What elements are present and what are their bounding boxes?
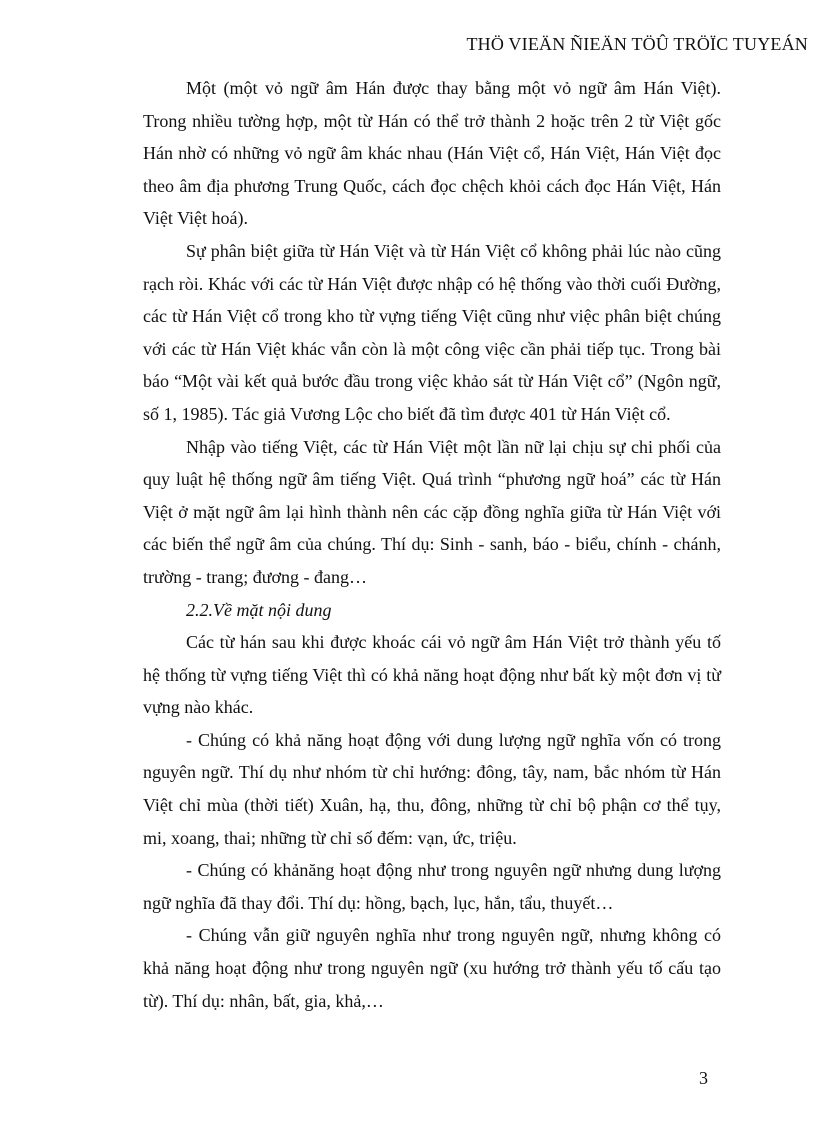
paragraph: Các từ hán sau khi được khoác cái vỏ ngữ âm Hán Việt trở thành yếu tố hệ thống từ vựng tiếng Việt thì có khả năng hoạt động như bất kỳ một đơn vị từ vựng nào khác. bbox=[143, 632, 721, 718]
paragraph: Nhập vào tiếng Việt, các từ Hán Việt một lần nữ lại chịu sự chi phối của quy luật hệ thống ngữ âm tiếng Việt. Quá trình “phương ngữ hoá” các từ Hán Việt ở mặt ngữ âm lại hình thành nên các cặp đồng nghĩa giữa từ Hán Việt với các biến thể ngữ âm của chúng. Thí dụ: Sinh - sanh, báo - biểu, chính - chánh, trường - trang; đương - đang… bbox=[143, 436, 721, 587]
paragraph: - Chúng có khảnăng hoạt động như trong nguyên ngữ nhưng dung lượng ngữ nghĩa đã thay đổi. Thí dụ: hồng, bạch, lục, hắn, tẩu, thuyết… bbox=[143, 860, 721, 913]
running-header: THÖ VIEÄN ÑIEÄN TÖÛ TRÖÏC TUYEÁN bbox=[466, 34, 808, 54]
section-heading: 2.2.Về mặt nội dung bbox=[186, 599, 332, 620]
body-text bbox=[143, 72, 721, 1017]
page-number: 3 bbox=[699, 1068, 708, 1088]
paragraph: Một (một vỏ ngữ âm Hán được thay bằng một vỏ ngữ âm Hán Việt). Trong nhiều tường hợp, một từ Hán có thể trở thành 2 hoặc trên 2 từ Việt gốc Hán nhờ có những vỏ ngữ âm khác nhau (Hán Việt cổ, Hán Việt, Hán Việt đọc theo âm địa phương Trung Quốc, cách đọc chệch khỏi cách đọc Hán Việt, Hán Việt Việt hoá). bbox=[143, 78, 721, 229]
paragraph: - Chúng có khả năng hoạt động với dung lượng ngữ nghĩa vốn có trong nguyên ngữ. Thí dụ như nhóm từ chỉ hướng: đông, tây, nam, bắc nhóm từ Hán Việt chỉ mùa (thời tiết) Xuân, hạ, thu, đông, những từ chỉ bộ phận cơ thể tụy, mi, xoang, thai; những từ chỉ số đếm: vạn, ức, triệu. bbox=[143, 729, 721, 848]
paragraph: - Chúng vẫn giữ nguyên nghĩa như trong nguyên ngữ, nhưng không có khả năng hoạt động như trong nguyên ngữ (xu hướng trở thành yếu tố cấu tạo từ). Thí dụ: nhân, bất, gia, khả,… bbox=[143, 925, 721, 1011]
paragraph: Sự phân biệt giữa từ Hán Việt và từ Hán Việt cổ không phải lúc nào cũng rạch ròi. Khác với các từ Hán Việt được nhập có hệ thống vào thời cuối Đường, các từ Hán Việt cổ trong kho từ vựng tiếng Việt cũng như việc phân biệt chúng với các từ Hán Việt khác vẫn còn là một công việc cần phải tiếp tục. Trong bài báo “Một vài kết quả bước đầu trong việc khảo sát từ Hán Việt cổ” (Ngôn ngữ, số 1, 1985). Tác giả Vương Lộc cho biết đã tìm được 401 từ Hán Việt cổ. bbox=[143, 240, 721, 424]
